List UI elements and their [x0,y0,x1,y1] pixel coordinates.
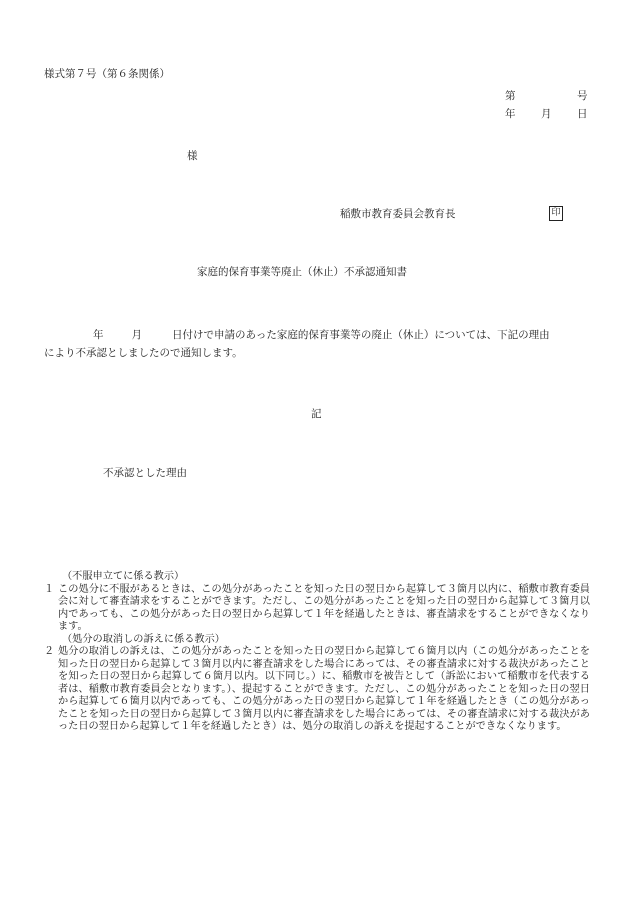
appeal-notes [44,571,590,734]
notes-item-2-text: 処分の取消しの訴えは、この処分があったことを知った日の翌日から起算して６箇月以内（この処分があったことを知った日の翌日から起算して３箇月以内に審査請求をした場合にあっては、その審査請求に対する裁決があったことを知った日の翌日から起算して６箇月以内。以下同じ。）に、稲敷市を被告として（訴訟において稲敷市を代表する者は、稲敷市教育委員会となります。）、提起することができます。ただし、この処分があったことを知った日の翌日から起算して６箇月以内であっても、この処分があった日の翌日から起算して１年を経過したとき（この処分があったことを知った日の翌日から起算して３箇月以内に審査請求をした場合にあっては、その審査請求に対する裁決があった日の翌日から起算して１年を経過したとき）は、処分の取消しの訴えを提起することができなくなります。 [58,646,590,732]
notes-item-1-text: この処分に不服があるときは、この処分があったことを知った日の翌日から起算して３箇月以内に、稲敷市教育委員会に対して審査請求をすることができます。ただし、この処分があったことを知った日の翌日から起算して３箇月以内であっても、この処分があった日の翌日から起算して１年を経過したときは、審査請求をすることができなくなります。 [58,583,590,632]
notes-item-1-number: １ [44,583,55,595]
reason-label: 不承認とした理由 [103,467,187,479]
body-paragraph [44,326,592,362]
notes-item-1 [44,584,590,634]
sender-name: 稲敷市教育委員会教育長 [340,208,456,220]
body-month: 月 [131,329,142,341]
document-number-prefix: 第 [505,90,516,102]
document-number-suffix: 号 [577,90,588,102]
notes-heading-lawsuit: （処分の取消しの訴えに係る教示） [62,633,225,645]
date-year: 年 [505,108,516,120]
body-line1-text: 日付けで申請のあった家庭的保育事業等の廃止（休止）については、下記の理由 [172,329,550,341]
document-title: 家庭的保育事業等廃止（休止）不承認通知書 [197,266,407,278]
notes-heading-objection: （不服申立てに係る教示） [62,571,185,582]
notes-item-2 [44,646,590,734]
ki-heading: 記 [311,408,322,420]
addressee-honorific: 様 [187,150,198,162]
body-line2-text: により不承認としましたので通知します。 [44,347,243,359]
notes-item-2-number: ２ [44,646,55,657]
body-year: 年 [93,329,104,341]
date-month: 月 [541,108,552,120]
form-number: 様式第７号（第６条関係） [44,68,170,80]
seal-mark: 印 [549,206,563,221]
date-day: 日 [577,108,588,120]
